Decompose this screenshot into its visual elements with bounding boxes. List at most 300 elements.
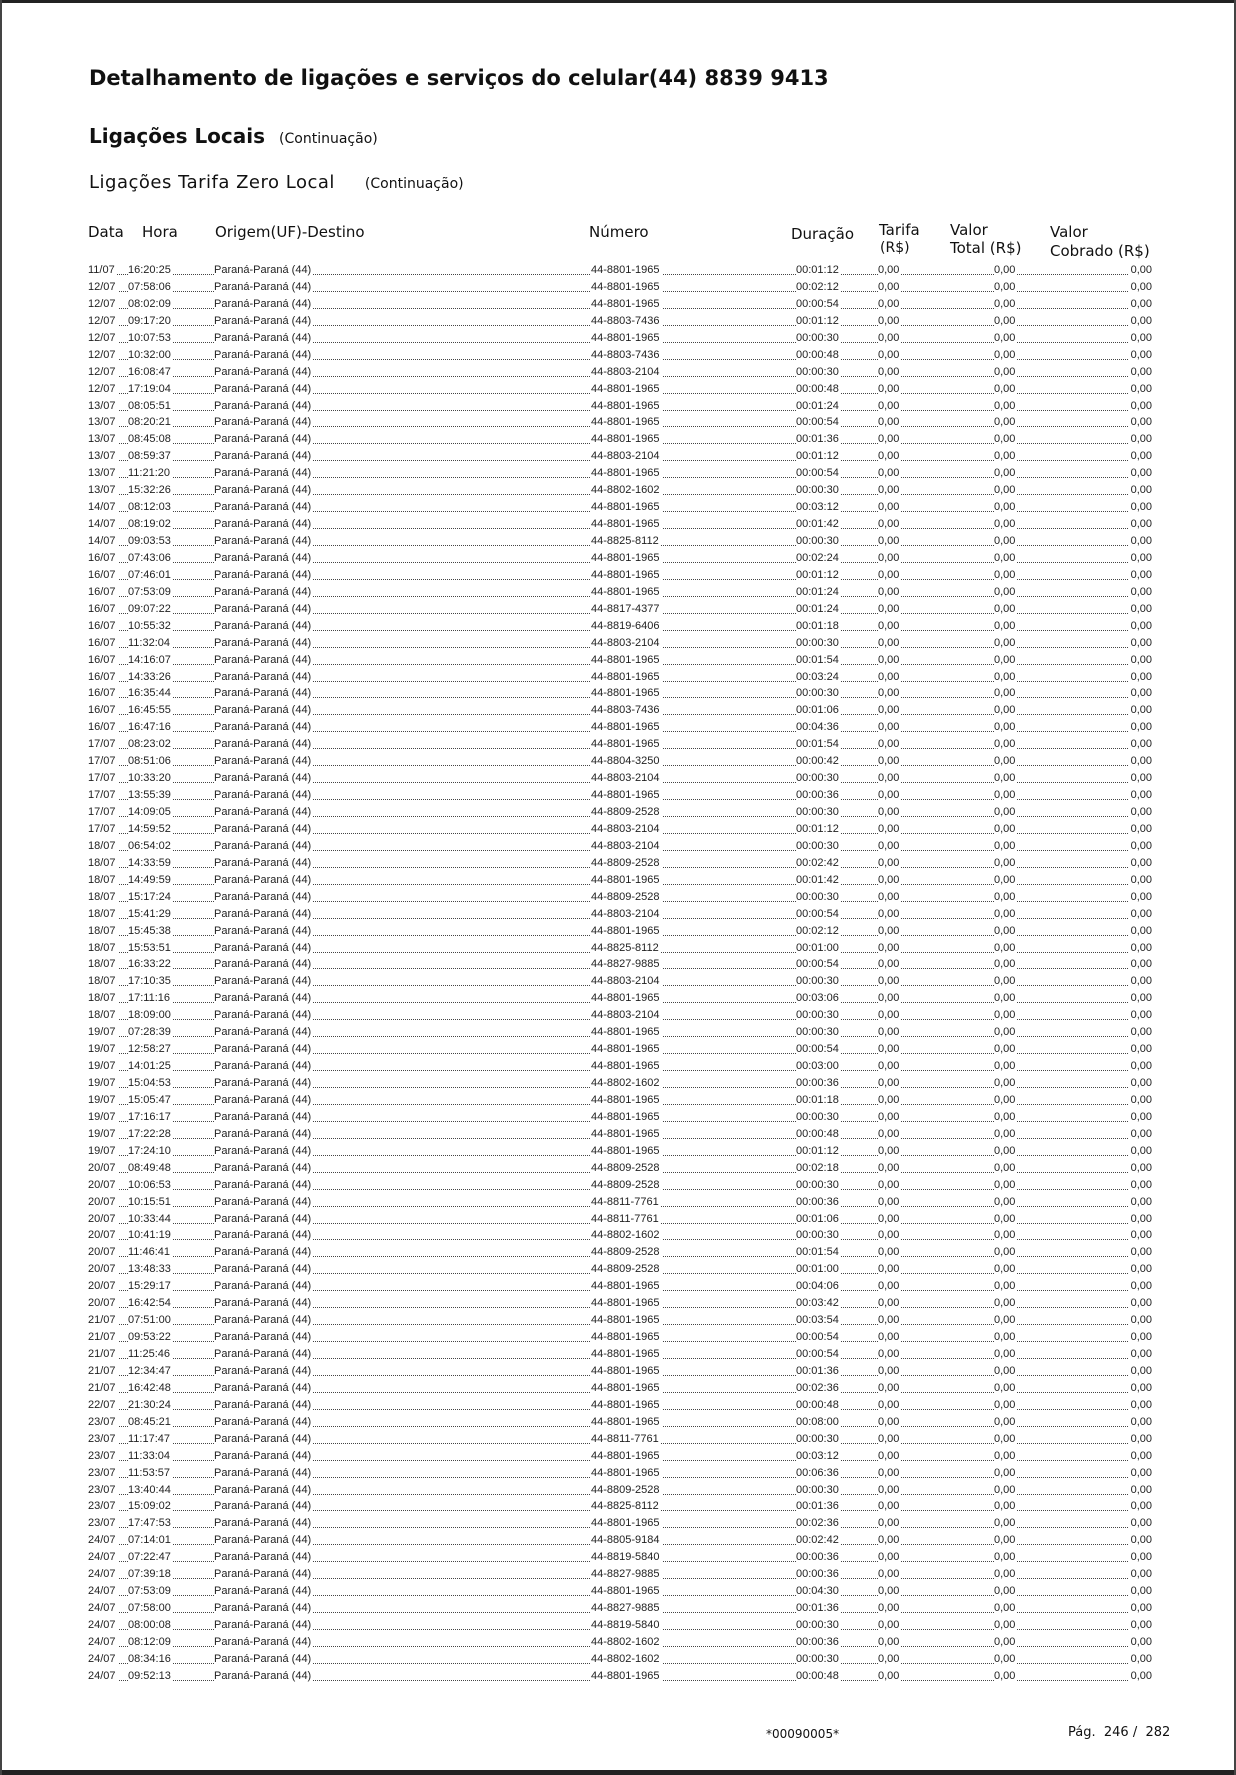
- cell-duracao: 00:03:12: [796, 501, 839, 514]
- table-row: [88, 821, 1154, 838]
- col-header-valor-total-2: Total (R$): [950, 239, 1022, 257]
- cell-duracao: 00:00:54: [796, 1043, 839, 1056]
- cell-numero: 44-8803-7436: [591, 348, 660, 361]
- cell-hora: 14:01:25: [128, 1060, 171, 1073]
- cell-valor-total: 0,00: [994, 1026, 1016, 1039]
- cell-valor-cobrado: 0,00: [1130, 789, 1152, 802]
- cell-hora: 17:19:04: [128, 382, 171, 395]
- cell-origem: Paraná-Paraná (44): [214, 839, 312, 852]
- table-row: [88, 973, 1154, 990]
- table-row: [88, 313, 1154, 330]
- cell-duracao: 00:00:36: [796, 1568, 839, 1581]
- cell-valor-total: 0,00: [994, 907, 1016, 920]
- table-row: [88, 1397, 1154, 1414]
- cell-duracao: 00:08:00: [796, 1415, 839, 1428]
- cell-numero: 44-8803-2104: [591, 907, 660, 920]
- cell-valor-total: 0,00: [994, 484, 1016, 497]
- cell-valor-cobrado: 0,00: [1130, 1635, 1152, 1648]
- cell-valor-total: 0,00: [994, 1652, 1016, 1665]
- cell-duracao: 00:01:54: [796, 653, 839, 666]
- cell-data: 13/07: [88, 450, 116, 463]
- cell-numero: 44-8809-2528: [591, 806, 660, 818]
- cell-tarifa: 0,00: [878, 687, 900, 700]
- cell-numero: 44-8803-2104: [591, 822, 660, 835]
- cell-hora: 08:12:09: [128, 1635, 171, 1648]
- cell-hora: 08:02:09: [128, 297, 171, 310]
- page-label: Pág.: [1068, 1725, 1096, 1740]
- cell-tarifa: 0,00: [878, 992, 900, 1005]
- cell-tarifa: 0,00: [878, 1652, 900, 1665]
- table-row: [88, 940, 1154, 957]
- cell-numero: 44-8801-1965: [591, 467, 660, 480]
- cell-data: 17/07: [88, 822, 116, 835]
- cell-tarifa: 0,00: [878, 450, 900, 463]
- table-row: [88, 618, 1154, 635]
- cell-numero: 44-8801-1965: [591, 1466, 660, 1479]
- cell-tarifa: 0,00: [878, 399, 900, 412]
- cell-duracao: 00:00:30: [796, 839, 839, 852]
- cell-data: 19/07: [88, 1110, 116, 1123]
- cell-origem: Paraná-Paraná (44): [214, 1026, 312, 1039]
- cell-numero: 44-8819-5840: [591, 1551, 660, 1564]
- cell-valor-cobrado: 0,00: [1130, 687, 1152, 700]
- cell-data: 17/07: [88, 755, 116, 768]
- cell-valor-total: 0,00: [994, 264, 1016, 276]
- cell-origem: Paraná-Paraná (44): [214, 433, 312, 446]
- cell-valor-cobrado: 0,00: [1130, 1144, 1152, 1157]
- cell-hora: 17:16:17: [128, 1110, 171, 1123]
- cell-hora: 15:41:29: [128, 907, 171, 920]
- cell-tarifa: 0,00: [878, 1398, 900, 1411]
- cell-data: 20/07: [88, 1246, 116, 1259]
- cell-data: 13/07: [88, 484, 116, 497]
- cell-duracao: 00:00:36: [796, 789, 839, 802]
- cell-tarifa: 0,00: [878, 1110, 900, 1123]
- cell-data: 17/07: [88, 806, 116, 818]
- table-row: [88, 1227, 1154, 1244]
- table-row: [88, 990, 1154, 1007]
- cell-numero: 44-8801-1965: [591, 924, 660, 937]
- cell-tarifa: 0,00: [878, 822, 900, 835]
- cell-valor-total: 0,00: [994, 1381, 1016, 1394]
- cell-valor-total: 0,00: [994, 1314, 1016, 1327]
- cell-duracao: 00:01:36: [796, 1364, 839, 1377]
- cell-numero: 44-8801-1965: [591, 1026, 660, 1039]
- cell-data: 23/07: [88, 1415, 116, 1428]
- cell-duracao: 00:00:30: [796, 535, 839, 547]
- cell-hora: 12:58:27: [128, 1043, 171, 1056]
- phone-number: (44) 8839 9413: [648, 66, 829, 90]
- cell-valor-total: 0,00: [994, 382, 1016, 395]
- cell-hora: 12:34:47: [128, 1364, 171, 1377]
- table-row: [88, 956, 1154, 973]
- cell-valor-total: 0,00: [994, 1483, 1016, 1496]
- cell-origem: Paraná-Paraná (44): [214, 1110, 312, 1123]
- cell-numero: 44-8827-9885: [591, 1568, 660, 1581]
- cell-numero: 44-8809-2528: [591, 1246, 660, 1259]
- cell-valor-total: 0,00: [994, 416, 1016, 429]
- cell-data: 23/07: [88, 1432, 116, 1445]
- table-row: [88, 1007, 1154, 1024]
- cell-origem: Paraná-Paraná (44): [214, 1449, 312, 1462]
- table-row: [88, 1414, 1154, 1431]
- cell-tarifa: 0,00: [878, 1432, 900, 1445]
- cell-hora: 15:05:47: [128, 1093, 171, 1106]
- cell-valor-total: 0,00: [994, 1127, 1016, 1140]
- cell-hora: 07:58:00: [128, 1602, 171, 1615]
- cell-duracao: 00:00:48: [796, 1669, 839, 1682]
- cell-tarifa: 0,00: [878, 1229, 900, 1242]
- cell-valor-total: 0,00: [994, 839, 1016, 852]
- cell-data: 16/07: [88, 704, 116, 717]
- cell-valor-total: 0,00: [994, 1619, 1016, 1631]
- cell-data: 17/07: [88, 738, 116, 751]
- cell-tarifa: 0,00: [878, 518, 900, 531]
- cell-numero: 44-8801-1965: [591, 1364, 660, 1377]
- cell-origem: Paraná-Paraná (44): [214, 1246, 312, 1259]
- cell-numero: 44-8801-1965: [591, 1127, 660, 1140]
- cell-data: 21/07: [88, 1348, 116, 1360]
- table-row: [88, 567, 1154, 584]
- cell-data: 14/07: [88, 518, 116, 531]
- table-row: [88, 1431, 1154, 1448]
- cell-duracao: 00:01:54: [796, 1246, 839, 1259]
- table-row: [88, 838, 1154, 855]
- table-row: [88, 787, 1154, 804]
- cell-valor-total: 0,00: [994, 958, 1016, 971]
- cell-valor-cobrado: 0,00: [1130, 1449, 1152, 1462]
- table-row: [88, 398, 1154, 415]
- table-row: [88, 872, 1154, 889]
- cell-valor-cobrado: 0,00: [1130, 568, 1152, 581]
- cell-data: 24/07: [88, 1619, 116, 1631]
- cell-tarifa: 0,00: [878, 636, 900, 649]
- cell-numero: 44-8802-1602: [591, 1652, 660, 1665]
- cell-data: 21/07: [88, 1381, 116, 1394]
- cell-hora: 07:28:39: [128, 1026, 171, 1039]
- cell-numero: 44-8801-1965: [591, 687, 660, 700]
- cell-duracao: 00:04:30: [796, 1585, 839, 1598]
- cell-tarifa: 0,00: [878, 1026, 900, 1039]
- cell-valor-cobrado: 0,00: [1130, 1314, 1152, 1327]
- cell-origem: Paraná-Paraná (44): [214, 789, 312, 802]
- cell-numero: 44-8802-1602: [591, 484, 660, 497]
- cell-valor-total: 0,00: [994, 1161, 1016, 1174]
- table-row: [88, 1041, 1154, 1058]
- cell-numero: 44-8801-1965: [591, 416, 660, 429]
- cell-origem: Paraná-Paraná (44): [214, 992, 312, 1005]
- cell-hora: 11:33:04: [128, 1449, 171, 1462]
- cell-valor-cobrado: 0,00: [1130, 924, 1152, 937]
- cell-valor-cobrado: 0,00: [1130, 314, 1152, 327]
- cell-data: 24/07: [88, 1551, 116, 1564]
- cell-data: 12/07: [88, 348, 116, 361]
- cell-valor-total: 0,00: [994, 331, 1016, 344]
- cell-duracao: 00:00:30: [796, 890, 839, 903]
- cell-hora: 08:49:48: [128, 1161, 171, 1174]
- cell-numero: 44-8811-7761: [591, 1195, 659, 1208]
- cell-numero: 44-8803-2104: [591, 1009, 660, 1022]
- cell-valor-total: 0,00: [994, 1110, 1016, 1123]
- cell-origem: Paraná-Paraná (44): [214, 738, 312, 751]
- cell-tarifa: 0,00: [878, 619, 900, 632]
- cell-origem: Paraná-Paraná (44): [214, 1669, 312, 1682]
- cell-hora: 08:19:02: [128, 518, 171, 531]
- cell-tarifa: 0,00: [878, 416, 900, 429]
- cell-hora: 10:07:53: [128, 331, 171, 344]
- cell-hora: 08:12:03: [128, 501, 171, 514]
- cell-hora: 14:33:26: [128, 670, 171, 683]
- cell-hora: 14:59:52: [128, 822, 171, 835]
- cell-data: 12/07: [88, 297, 116, 310]
- cell-origem: Paraná-Paraná (44): [214, 1212, 312, 1225]
- cell-hora: 10:41:19: [128, 1229, 171, 1242]
- table-row: [88, 1092, 1154, 1109]
- cell-tarifa: 0,00: [878, 941, 900, 954]
- cell-duracao: 00:00:30: [796, 1026, 839, 1039]
- cell-data: 21/07: [88, 1331, 116, 1344]
- cell-origem: Paraná-Paraná (44): [214, 822, 312, 835]
- table-row: [88, 923, 1154, 940]
- cell-origem: Paraná-Paraná (44): [214, 704, 312, 717]
- cell-data: 16/07: [88, 585, 116, 598]
- cell-origem: Paraná-Paraná (44): [214, 1144, 312, 1157]
- cell-tarifa: 0,00: [878, 1093, 900, 1106]
- cell-origem: Paraná-Paraná (44): [214, 1483, 312, 1496]
- cell-tarifa: 0,00: [878, 297, 900, 310]
- cell-valor-cobrado: 0,00: [1130, 1534, 1152, 1547]
- cell-numero: 44-8805-9184: [591, 1534, 660, 1547]
- table-row: [88, 1024, 1154, 1041]
- cell-valor-total: 0,00: [994, 1195, 1016, 1208]
- cell-origem: Paraná-Paraná (44): [214, 416, 312, 429]
- cell-origem: Paraná-Paraná (44): [214, 450, 312, 463]
- cell-duracao: 00:02:42: [796, 856, 839, 869]
- cell-valor-cobrado: 0,00: [1130, 1652, 1152, 1665]
- cell-valor-total: 0,00: [994, 585, 1016, 598]
- cell-origem: Paraná-Paraná (44): [214, 314, 312, 327]
- cell-tarifa: 0,00: [878, 1585, 900, 1598]
- subsection-title-text: Ligações Tarifa Zero Local: [89, 172, 335, 193]
- table-row: [88, 347, 1154, 364]
- cell-valor-total: 0,00: [994, 721, 1016, 734]
- cell-numero: 44-8801-1965: [591, 1093, 660, 1106]
- cell-duracao: 00:01:18: [796, 619, 839, 632]
- cell-tarifa: 0,00: [878, 1077, 900, 1089]
- cell-valor-total: 0,00: [994, 1280, 1016, 1293]
- cell-hora: 16:20:25: [128, 264, 171, 276]
- cell-origem: Paraná-Paraná (44): [214, 653, 312, 666]
- cell-duracao: 00:00:30: [796, 1009, 839, 1022]
- cell-numero: 44-8801-1965: [591, 721, 660, 734]
- cell-valor-total: 0,00: [994, 636, 1016, 649]
- cell-tarifa: 0,00: [878, 1246, 900, 1259]
- subsection-continuation: (Continuação): [364, 176, 464, 192]
- cell-origem: Paraná-Paraná (44): [214, 890, 312, 903]
- cell-valor-total: 0,00: [994, 1263, 1016, 1276]
- cell-data: 18/07: [88, 941, 116, 954]
- cell-origem: Paraná-Paraná (44): [214, 467, 312, 480]
- cell-hora: 09:52:13: [128, 1669, 171, 1682]
- page-number: [1068, 1725, 1170, 1740]
- cell-numero: 44-8809-2528: [591, 1161, 660, 1174]
- cell-data: 12/07: [88, 331, 116, 344]
- cell-tarifa: 0,00: [878, 1127, 900, 1140]
- cell-duracao: 00:03:00: [796, 1060, 839, 1073]
- table-row: [88, 1549, 1154, 1566]
- table-row: [88, 1617, 1154, 1634]
- cell-tarifa: 0,00: [878, 789, 900, 802]
- cell-hora: 11:21:20: [128, 467, 171, 480]
- cell-numero: 44-8801-1965: [591, 382, 660, 395]
- table-row: [88, 1583, 1154, 1600]
- cell-origem: Paraná-Paraná (44): [214, 518, 312, 531]
- cell-tarifa: 0,00: [878, 585, 900, 598]
- cell-data: 18/07: [88, 839, 116, 852]
- table-row: [88, 381, 1154, 398]
- table-row: [88, 414, 1154, 431]
- cell-valor-cobrado: 0,00: [1130, 1500, 1152, 1513]
- cell-valor-cobrado: 0,00: [1130, 907, 1152, 920]
- cell-valor-total: 0,00: [994, 1500, 1016, 1513]
- table-row: [88, 1244, 1154, 1261]
- table-row: [88, 804, 1154, 821]
- col-header-hora: Hora: [142, 223, 178, 241]
- cell-origem: Paraná-Paraná (44): [214, 755, 312, 768]
- cell-data: 21/07: [88, 1364, 116, 1377]
- col-header-valor-cobrado-1: Valor: [1050, 223, 1088, 241]
- table-row: [88, 465, 1154, 482]
- cell-valor-cobrado: 0,00: [1130, 551, 1152, 564]
- cell-hora: 08:34:16: [128, 1652, 171, 1665]
- cell-hora: 11:25:46: [128, 1348, 171, 1360]
- cell-tarifa: 0,00: [878, 1517, 900, 1530]
- cell-tarifa: 0,00: [878, 1364, 900, 1377]
- cell-valor-cobrado: 0,00: [1130, 1026, 1152, 1039]
- cell-valor-cobrado: 0,00: [1130, 1619, 1152, 1631]
- cell-origem: Paraná-Paraná (44): [214, 280, 312, 293]
- cell-tarifa: 0,00: [878, 1348, 900, 1360]
- cell-origem: Paraná-Paraná (44): [214, 1077, 312, 1089]
- cell-valor-cobrado: 0,00: [1130, 704, 1152, 717]
- cell-origem: Paraná-Paraná (44): [214, 806, 312, 818]
- cell-data: 20/07: [88, 1178, 116, 1191]
- table-row: [88, 1058, 1154, 1075]
- table-row: [88, 482, 1154, 499]
- cell-valor-total: 0,00: [994, 433, 1016, 446]
- cell-hora: 15:53:51: [128, 941, 171, 954]
- cell-hora: 21:30:24: [128, 1398, 171, 1411]
- cell-hora: 10:33:44: [128, 1212, 171, 1225]
- cell-data: 24/07: [88, 1568, 116, 1581]
- cell-valor-cobrado: 0,00: [1130, 433, 1152, 446]
- cell-hora: 07:51:00: [128, 1314, 171, 1327]
- cell-data: 16/07: [88, 653, 116, 666]
- cell-hora: 09:17:20: [128, 314, 171, 327]
- cell-valor-total: 0,00: [994, 1432, 1016, 1445]
- cell-numero: 44-8801-1965: [591, 1043, 660, 1056]
- cell-hora: 08:51:06: [128, 755, 171, 768]
- cell-data: 19/07: [88, 1144, 116, 1157]
- cell-origem: Paraná-Paraná (44): [214, 297, 312, 310]
- cell-valor-total: 0,00: [994, 1585, 1016, 1598]
- cell-hora: 14:09:05: [128, 806, 171, 818]
- cell-origem: Paraná-Paraná (44): [214, 1043, 312, 1056]
- cell-origem: Paraná-Paraná (44): [214, 924, 312, 937]
- cell-valor-cobrado: 0,00: [1130, 755, 1152, 768]
- cell-data: 18/07: [88, 873, 116, 886]
- cell-hora: 11:32:04: [128, 636, 171, 649]
- cell-tarifa: 0,00: [878, 1381, 900, 1394]
- cell-data: 23/07: [88, 1466, 116, 1479]
- cell-duracao: 00:03:24: [796, 670, 839, 683]
- cell-hora: 16:42:48: [128, 1381, 171, 1394]
- cell-valor-cobrado: 0,00: [1130, 1093, 1152, 1106]
- cell-data: 13/07: [88, 399, 116, 412]
- cell-numero: 44-8809-2528: [591, 856, 660, 869]
- cell-data: 24/07: [88, 1585, 116, 1598]
- cell-origem: Paraná-Paraná (44): [214, 1534, 312, 1547]
- cell-data: 16/07: [88, 636, 116, 649]
- cell-numero: 44-8801-1965: [591, 331, 660, 344]
- cell-valor-total: 0,00: [994, 687, 1016, 700]
- table-row: [88, 753, 1154, 770]
- table-row: [88, 1109, 1154, 1126]
- cell-data: 14/07: [88, 535, 116, 547]
- cell-hora: 15:29:17: [128, 1280, 171, 1293]
- table-row: [88, 889, 1154, 906]
- cell-duracao: 00:00:30: [796, 1483, 839, 1496]
- cell-tarifa: 0,00: [878, 1331, 900, 1344]
- cell-valor-total: 0,00: [994, 755, 1016, 768]
- cell-numero: 44-8801-1965: [591, 297, 660, 310]
- cell-numero: 44-8801-1965: [591, 992, 660, 1005]
- cell-numero: 44-8801-1965: [591, 653, 660, 666]
- cell-data: 19/07: [88, 1060, 116, 1073]
- table-row: [88, 855, 1154, 872]
- cell-data: 12/07: [88, 280, 116, 293]
- cell-data: 13/07: [88, 467, 116, 480]
- cell-valor-total: 0,00: [994, 1178, 1016, 1191]
- cell-tarifa: 0,00: [878, 1195, 900, 1208]
- cell-valor-cobrado: 0,00: [1130, 1483, 1152, 1496]
- cell-valor-total: 0,00: [994, 535, 1016, 547]
- cell-duracao: 00:01:12: [796, 264, 839, 276]
- col-header-origem: Origem(UF)-Destino: [215, 223, 365, 241]
- call-records-table: [88, 262, 1154, 1685]
- table-row: [88, 1515, 1154, 1532]
- cell-valor-total: 0,00: [994, 1348, 1016, 1360]
- cell-valor-cobrado: 0,00: [1130, 416, 1152, 429]
- cell-tarifa: 0,00: [878, 1449, 900, 1462]
- table-row: [88, 499, 1154, 516]
- cell-origem: Paraná-Paraná (44): [214, 975, 312, 988]
- cell-origem: Paraná-Paraná (44): [214, 1619, 312, 1631]
- cell-tarifa: 0,00: [878, 1212, 900, 1225]
- cell-valor-cobrado: 0,00: [1130, 501, 1152, 514]
- cell-origem: Paraná-Paraná (44): [214, 1500, 312, 1513]
- cell-origem: Paraná-Paraná (44): [214, 1280, 312, 1293]
- cell-origem: Paraná-Paraná (44): [214, 585, 312, 598]
- cell-numero: 44-8827-9885: [591, 958, 660, 971]
- cell-valor-total: 0,00: [994, 890, 1016, 903]
- cell-numero: 44-8809-2528: [591, 890, 660, 903]
- cell-numero: 44-8801-1965: [591, 1585, 660, 1598]
- cell-origem: Paraná-Paraná (44): [214, 670, 312, 683]
- cell-valor-total: 0,00: [994, 1398, 1016, 1411]
- cell-valor-cobrado: 0,00: [1130, 1466, 1152, 1479]
- cell-numero: 44-8809-2528: [591, 1263, 660, 1276]
